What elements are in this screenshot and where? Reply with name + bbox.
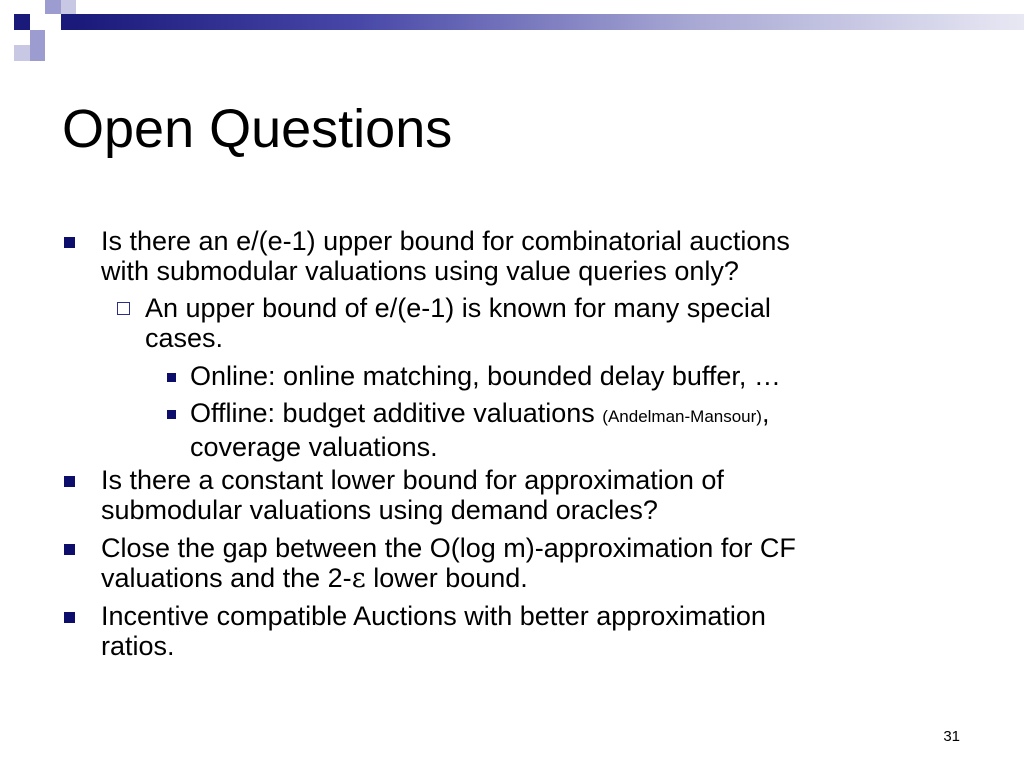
- bullet-line: An upper bound of e/(e-1) is known for many special: [145, 293, 771, 323]
- bullet-item: [101, 601, 766, 661]
- square-bullet-icon: [64, 612, 75, 623]
- bullet-text: ,: [761, 398, 770, 428]
- bullet-line: [101, 563, 796, 594]
- sub-sub-bullet-item: [190, 398, 769, 462]
- citation: (Andelman-Mansour): [602, 407, 762, 426]
- sub-bullet-item: [145, 293, 771, 353]
- bullet-line: with submodular valuations using value queries only?: [101, 256, 739, 286]
- bullet-line: Online: online matching, bounded delay buffer, …: [190, 361, 781, 391]
- bullet-line: ratios.: [101, 631, 175, 661]
- hollow-square-bullet-icon: [117, 302, 130, 315]
- bullet-item: [101, 533, 796, 594]
- sub-sub-bullet-item: [190, 361, 781, 391]
- bullet-text: lower bound.: [365, 563, 528, 593]
- epsilon-symbol: ε: [351, 563, 366, 594]
- bullet-line: coverage valuations.: [190, 432, 438, 462]
- slide-title: Open Questions: [62, 99, 453, 159]
- bullet-line: [190, 398, 769, 432]
- bullet-line: Is there a constant lower bound for approximation of: [101, 465, 724, 495]
- bullet-item: [101, 226, 790, 286]
- bullet-line: cases.: [145, 323, 224, 353]
- bullet-text: Offline: budget additive valuations: [190, 398, 603, 428]
- bullet-item: [101, 465, 724, 525]
- bullet-line: Incentive compatible Auctions with better approximation: [101, 601, 766, 631]
- bullet-line: Close the gap between the O(log m)-approximation for CF: [101, 533, 796, 563]
- page-number: 31: [943, 728, 960, 745]
- bullet-line: submodular valuations using demand oracles?: [101, 495, 658, 525]
- square-bullet-icon: [64, 544, 75, 555]
- square-bullet-icon: [64, 237, 75, 248]
- square-bullet-icon: [64, 476, 75, 487]
- bullet-line: Is there an e/(e-1) upper bound for combinatorial auctions: [101, 226, 790, 256]
- bullet-text: valuations and the 2-: [101, 563, 352, 593]
- square-bullet-icon: [167, 373, 176, 382]
- square-bullet-icon: [167, 410, 176, 419]
